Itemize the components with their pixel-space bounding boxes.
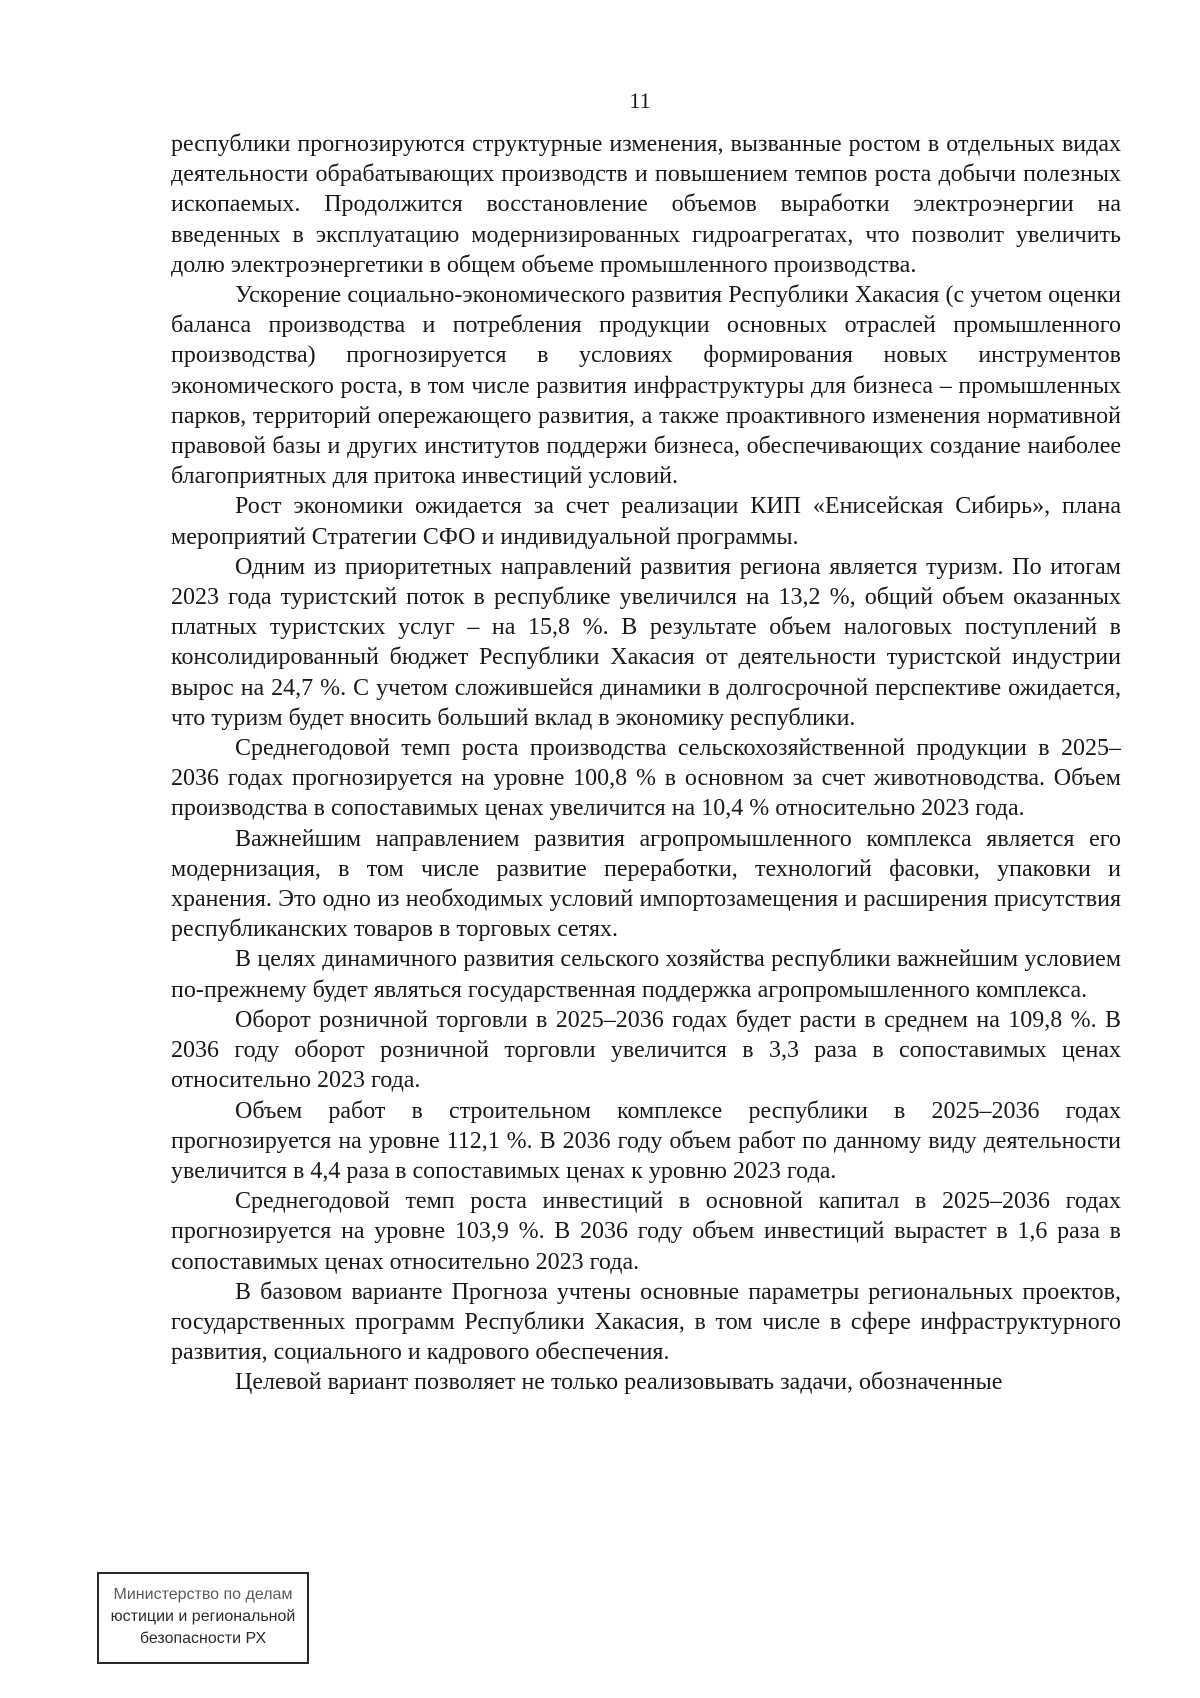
paragraph-agriculture: Среднегодовой темп роста производства сельскохозяйственной продукции в 2025–2036 годах прогнозируется на уровне 100,8 % в основном за счет животноводства. Объем производства в сопоставимых ценах увеличится на 10,4 % относительно 2023 года. [171,735,1121,822]
page-number: 11 [629,88,651,113]
paragraph-agro-modernization: Важнейшим направлением развития агропромышленного комплекса является его модернизация, в том числе развитие переработки, технологий фасовки, упаковки и хранения. Это одно из необходимых условий импортозамещения и расширения присутствия республиканских товаров в торговых сетях. [171,825,1121,943]
document-body [171,129,1121,1398]
paragraph-construction: Объем работ в строительном комплексе республики в 2025–2036 годах прогнозируется на уровне 112,1 %. В 2036 году объем работ по данному виду деятельности увеличится в 4,4 раза в сопоставимых ценах к уровню 2023 года. [171,1097,1121,1184]
stamp-line: Министерство по делам [113,1586,293,1603]
ministry-stamp [97,1572,309,1664]
paragraph-target-variant: Целевой вариант позволяет не только реализовывать задачи, обозначенные [235,1369,1003,1396]
paragraph-economic-growth: Рост экономики ожидается за счет реализации КИП «Енисейская Сибирь», плана мероприятий Стратегии СФО и индивидуальной программы. [171,493,1121,550]
paragraph-retail: Оборот розничной торговли в 2025–2036 годах будет расти в среднем на 109,8 %. В 2036 году оборот розничной торговли увеличится в 3,3 раза в сопоставимых ценах относительно 2023 года. [171,1006,1121,1094]
paragraph-state-support: В целях динамичного развития сельского хозяйства республики важнейшим условием по-прежнему будет являться государственная поддержка агропромышленного комплекса. [171,946,1121,1003]
paragraph-tourism: Одним из приоритетных направлений развития региона является туризм. По итогам 2023 года туристский поток в республике увеличился на 13,2 %, общий объем оказанных платных туристских услуг – на 15,8 %. В результате объем налоговых поступлений в консолидированный бюджет Республики Хакасия от деятельности туристской индустрии вырос на 24,7 %. С учетом сложившейся динамики в долгосрочной перспективе ожидается, что туризм будет вносить больший вклад в экономику республики. [171,553,1121,731]
stamp-line: юстиции и региональной [110,1608,296,1625]
paragraph-investment: Среднегодовой темп роста инвестиций в основной капитал в 2025–2036 годах прогнозируется на уровне 103,9 %. В 2036 году объем инвестиций вырастет в 1,6 раза в сопоставимых ценах относительно 2023 года. [171,1188,1121,1275]
stamp-line: безопасности РХ [139,1630,267,1647]
paragraph-base-variant: В базовом варианте Прогноза учтены основные параметры региональных проектов, государственных программ Республики Хакасия, в том числе в сфере инфраструктурного развития, социального и кадрового обеспечения. [171,1278,1121,1366]
paragraph-continuation: республики прогнозируются структурные изменения, вызванные ростом в отдельных видах деятельности обрабатывающих производств и повышением темпов роста добычи полезных ископаемых. Продолжится восстановление объемов выработки электроэнергии на введенных в эксплуатацию модернизированных гидроагрегатах, что позволит увеличить долю электроэнергетики в общем объеме промышленного производства. [171,131,1121,278]
paragraph-socio-economic: Ускорение социально-экономического развития Республики Хакасия (с учетом оценки баланса производства и потребления продукции основных отраслей промышленного производства) прогнозируется в условиях формирования новых инструментов экономического роста, в том числе развития инфраструктуры для бизнеса – промышленных парков, территорий опережающего развития, а также проактивного изменения нормативной правовой базы и других институтов поддержи бизнеса, обеспечивающих создание наиболее благоприятных для притока инвестиций условий. [171,282,1121,490]
